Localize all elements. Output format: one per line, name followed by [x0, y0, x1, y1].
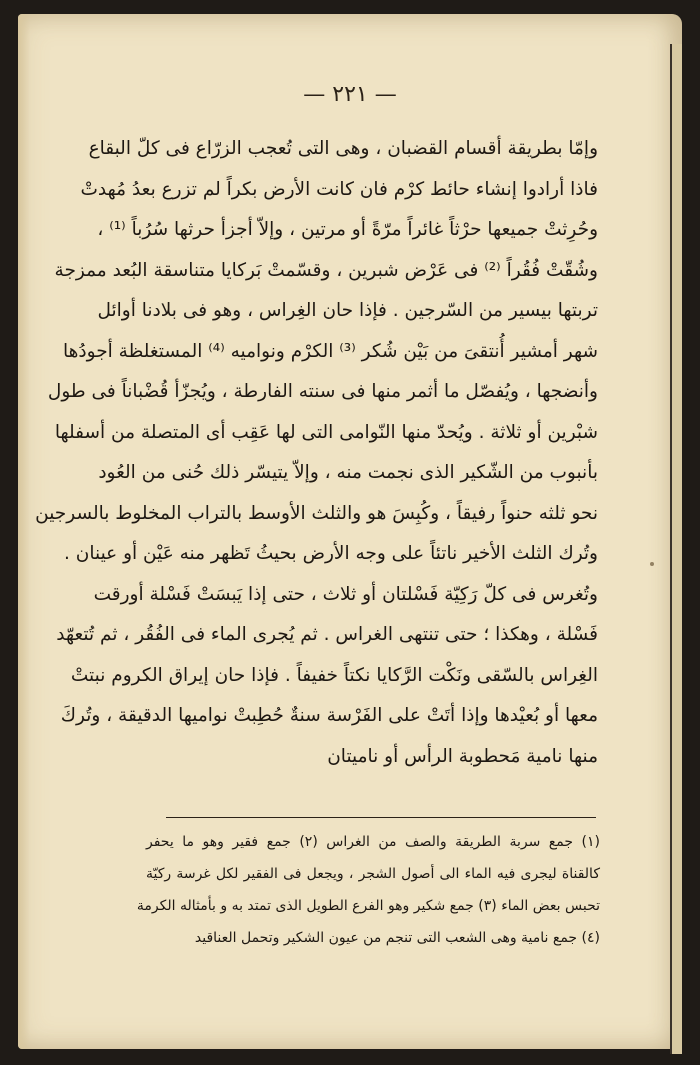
text-line: فاذا أرادوا إنشاء حائط كرْم فان كانت الأرض بكراً لم تزرع بعدُ مُهدتْ	[80, 178, 598, 200]
text-line: وتُرك الثلث الأخير ناتئاً على وجه الأرض بحيثُ تَظهر منه عَيْن أو عينان .	[64, 543, 598, 564]
text-line: وشُقّتْ فُقُراً ⁽²⁾ فى عَرْض شبرين ، وقسّمتْ بَركايا متناسقة البُعد ممزجة	[54, 259, 598, 281]
text-line-last: منها نامية مَحطوبة الرأس أو ناميتان	[327, 745, 598, 767]
footnote-line: تحبس بعض الماء (٣) جمع شكير وهو الفرع الطويل الذى تمتد به و بأمثاله الكرمة	[136, 898, 600, 914]
footnote-line-last: (٤) جمع نامية وهى الشعب التى تنجم من عيون الشكير وتحمل العناقيد	[194, 930, 600, 946]
footnotes-block	[136, 826, 600, 954]
footnote-divider	[166, 817, 596, 818]
footnote-line: كالقناة ليجرى فيه الماء الى أصول الشجر ، ويجعل فى الفقير لكل غرسة ركيّة	[146, 866, 600, 882]
text-line: وأنضجها ، ويُفصّل ما أثمر منها فى سنته الفارطة ، ويُجزّأ قُضْباناً فى طول	[47, 381, 598, 402]
text-line: وإمّا بطريقة أقسام القضبان ، وهى التى تُعجب الزرّاع فى كلّ البقاع	[88, 138, 598, 159]
page-number: — ٢٢١ —	[303, 82, 397, 107]
text-line: الغِراس بالسّقى ونَكْت الرَّكايا نكتاً خفيفاً . فإذا حان إيراق الكروم نبتتْ	[70, 664, 598, 686]
text-line: شهر أمشير أُنتقىَ من بَيْن شُكر ⁽³⁾ الكرْم ونواميه ⁽⁴⁾ المستغلظة أجودُها	[63, 340, 598, 362]
text-line: بأنبوب من الشّكير الذى نجمت منه ، وإلاّ يتيسّر ذلك حُنى من العُود	[98, 462, 598, 483]
paper-spot	[650, 562, 654, 566]
page-edge-strip	[670, 44, 682, 1054]
text-line: فَسْلة ، وهكذا ؛ حتى تنتهى الغراس . ثم يُجرى الماء فى الفُقُر ، ثم تُتعهّد	[56, 624, 598, 645]
main-text-block	[35, 129, 598, 777]
text-line: شبْرين أو ثلاثة . ويُحدّ منها النّوامى التى لها عَقِب أى المتصلة من أسفلها	[54, 421, 598, 443]
footnote-line: (١) جمع سربة الطريقة والصف من الغراس (٢) جمع فقير وهو ما يحفر	[146, 834, 600, 850]
text-line: معها أو بُعيْدها وإذا أتَتْ على الفَرْسة سنةٌ حُطِبتْ نواميها الدقيقة ، وتُركَ	[60, 705, 598, 726]
text-line: تربتها بيسير من السّرجين . فإذا حان الغِراس ، وهو فى بلادنا أوائل	[97, 300, 598, 321]
text-line: وتُغرس فى كلّ رَكِيّة فَسْلتان أو ثلاث ، حتى إذا يَبسَتْ فَسْلة أورقت	[93, 583, 598, 605]
text-line: نحو ثلثه حنواً رفيقاً ، وكُبِسَ هو والثلث الأوسط بالتراب المخلوط بالسرجين	[35, 502, 598, 524]
book-page	[18, 14, 682, 1049]
text-line: وحُرِثتْ جميعها حرْثاً غائراً مرّةً أو مرتين ، وإلاّ أجزأ حرثها سُرُباً ⁽¹⁾ ،	[97, 219, 598, 240]
